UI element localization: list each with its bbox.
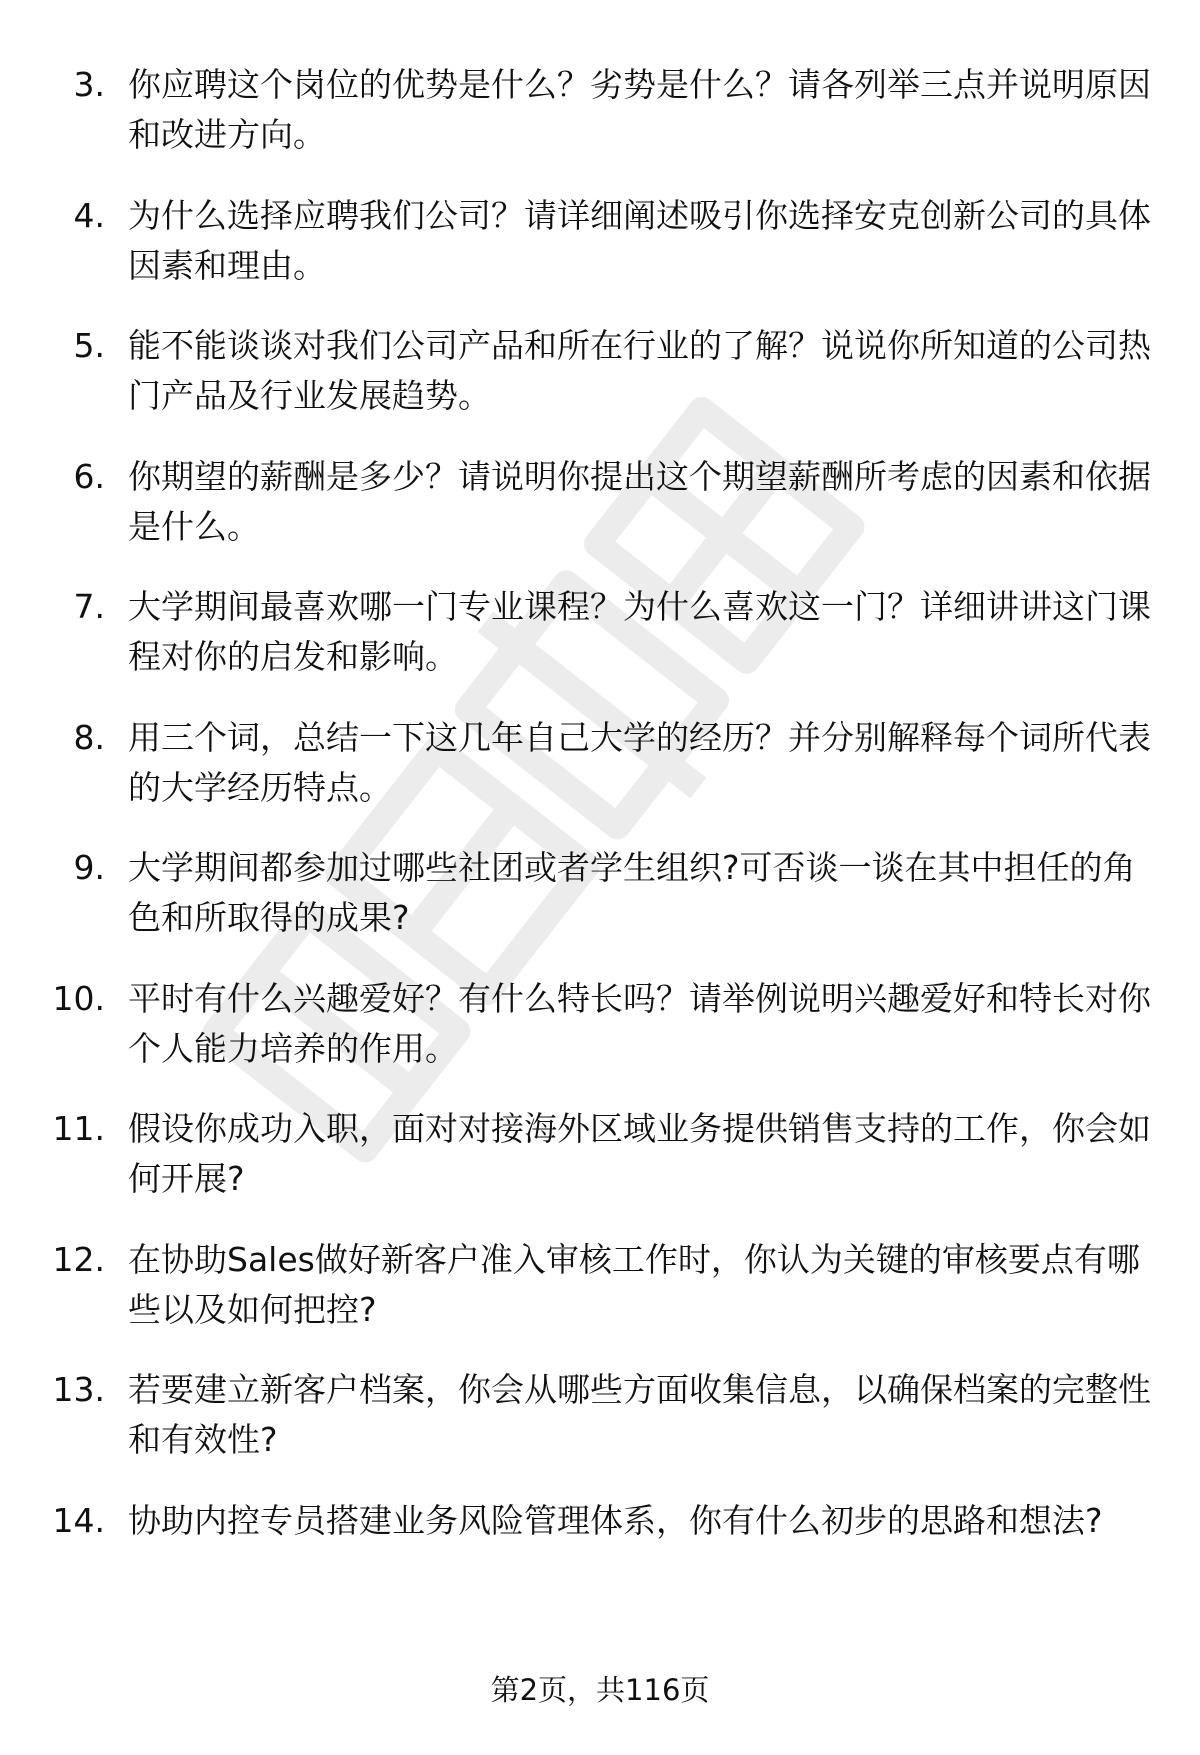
question-text: 若要建立新客户档案，你会从哪些方面收集信息，以确保档案的完整性和有效性? <box>128 1370 1151 1459</box>
question-item <box>0 1488 1200 1619</box>
question-number: 3. <box>73 65 105 104</box>
question-number: 14. <box>52 1500 105 1540</box>
question-text: 为什么选择应聘我们公司？请详细阐述吸引你选择安克创新公司的具体因素和理由。 <box>128 195 1151 285</box>
question-item <box>0 444 1200 575</box>
question-text: 能不能谈谈对我们公司产品和所在行业的了解？说说你所知道的公司热门产品及行业发展趋势。 <box>128 326 1151 415</box>
question-text: 假设你成功入职，面对对接海外区域业务提供销售支持的工作，你会如何开展? <box>128 1109 1151 1198</box>
question-number: 10. <box>52 978 105 1018</box>
question-item <box>0 313 1200 444</box>
question-text: 在协助Sales做好新客户准入审核工作时，你认为关键的审核要点有哪些以及如何把控? <box>128 1239 1140 1329</box>
question-item <box>0 966 1200 1097</box>
question-number: 5. <box>73 326 105 365</box>
question-text: 协助内控专员搭建业务风险管理体系，你有什么初步的思路和想法? <box>128 1500 1103 1540</box>
question-number: 6. <box>73 456 105 496</box>
question-text: 大学期间最喜欢哪一门专业课程？为什么喜欢这一门？详细讲讲这门课程对你的启发和影响。 <box>128 587 1151 676</box>
question-text: 用三个词，总结一下这几年自己大学的经历？并分别解释每个词所代表的大学经历特点。 <box>128 717 1151 807</box>
page-number-footer: 第2页，共116页 <box>490 1673 710 1707</box>
question-number: 4. <box>73 195 105 235</box>
question-item <box>0 835 1200 966</box>
question-item <box>0 574 1200 705</box>
question-text: 平时有什么兴趣爱好？有什么特长吗？请举例说明兴趣爱好和特长对你个人能力培养的作用。 <box>128 978 1151 1068</box>
question-text: 你应聘这个岗位的优势是什么？劣势是什么？请各列举三点并说明原因和改进方向。 <box>128 65 1151 154</box>
question-list <box>0 52 1200 1618</box>
question-item <box>0 705 1200 836</box>
question-text: 你期望的薪酬是多少？请说明你提出这个期望薪酬所考虑的因素和依据是什么。 <box>128 456 1151 546</box>
question-item <box>0 52 1200 183</box>
question-number: 9. <box>73 848 105 887</box>
question-item <box>0 1096 1200 1227</box>
question-item <box>0 1227 1200 1358</box>
question-number: 7. <box>73 587 105 626</box>
question-item <box>0 1357 1200 1488</box>
question-number: 11. <box>52 1109 105 1148</box>
question-number: 13. <box>52 1370 105 1409</box>
question-number: 8. <box>73 717 105 757</box>
question-text: 大学期间都参加过哪些社团或者学生组织?可否谈一谈在其中担任的角色和所取得的成果? <box>128 848 1136 937</box>
question-number: 12. <box>52 1239 105 1279</box>
question-item <box>0 183 1200 314</box>
